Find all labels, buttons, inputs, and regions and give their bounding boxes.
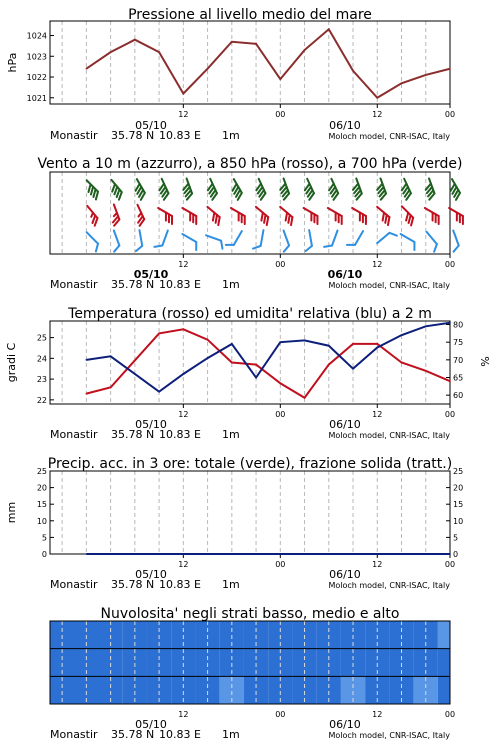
barb-flag — [219, 241, 225, 249]
date-label: 06/10 — [329, 568, 361, 581]
precipitation-line-point — [134, 553, 136, 555]
y-tick-label-right: 5 — [453, 533, 459, 543]
temperature-line — [86, 329, 450, 397]
barb-flag — [193, 242, 200, 250]
precipitation-line-point — [86, 553, 88, 555]
humidity-line-point — [110, 356, 112, 358]
precipitation-line-point — [425, 553, 427, 555]
x-tick-label: 00 — [444, 560, 456, 569]
barb-shaft — [261, 230, 264, 246]
temperature-line-point — [280, 382, 282, 384]
precipitation-line-point — [401, 553, 403, 555]
wind-barb — [398, 179, 413, 200]
precipitation-line-point — [352, 553, 354, 555]
barb-shaft — [182, 234, 196, 242]
panel-title: Pressione al livello medio del mare — [128, 7, 372, 23]
wind-barb — [82, 232, 101, 251]
model-credit: Moloch model, CNR-ISAC, Italy — [328, 731, 450, 740]
y-tick-label-right: 80 — [453, 320, 464, 330]
y-tick-label-right: 0 — [453, 550, 459, 559]
wind-barb — [226, 228, 242, 249]
barb-shaft — [332, 230, 337, 245]
precipitation-line-point — [304, 553, 306, 555]
x-tick-label: 12 — [178, 710, 189, 719]
pressure-line-point — [110, 51, 112, 53]
station-lon: 10.83 E — [159, 728, 201, 741]
barb-shaft — [309, 230, 312, 246]
y-tick-label: 1021 — [26, 93, 47, 103]
date-label: 05/10 — [133, 268, 169, 281]
wind-barb — [107, 204, 120, 225]
pressure-line-point — [134, 39, 136, 41]
barb-flag — [347, 241, 355, 248]
humidity-line-point — [352, 368, 354, 370]
temperature-line-point — [352, 343, 354, 345]
station-name: Monastir — [50, 278, 98, 291]
wind-barb — [106, 180, 124, 200]
pressure-line-point — [376, 97, 378, 99]
barb-shaft — [284, 230, 289, 245]
station-lat: 35.78 N — [111, 728, 155, 741]
station-lon: 10.83 E — [159, 129, 201, 142]
pressure-line-point — [207, 68, 209, 70]
barb-flag — [411, 242, 418, 250]
temperature-line-point — [255, 364, 257, 366]
wind-barb — [421, 232, 439, 252]
wind-barb — [227, 208, 248, 224]
y-tick-label: 1022 — [26, 73, 47, 83]
y-tick-label: 23 — [36, 375, 47, 385]
wind-barb — [180, 178, 193, 199]
y-axis-label-right: % — [479, 356, 492, 367]
station-name: Monastir — [50, 728, 98, 741]
x-tick-label: 12 — [372, 560, 383, 569]
station-elev: 1m — [222, 278, 240, 291]
cloud-cell — [438, 676, 450, 704]
wind-barb — [301, 179, 316, 200]
barb-shaft — [355, 231, 363, 245]
humidity-line-point — [376, 347, 378, 349]
barb-shaft — [162, 230, 167, 245]
barb-flag — [154, 243, 162, 249]
temperature-line-point — [158, 333, 160, 335]
wind-barb — [276, 207, 296, 225]
barb-flag — [324, 243, 332, 249]
wind-barb — [324, 208, 345, 224]
pressure-line-point — [304, 49, 306, 51]
temperature-line-point — [328, 364, 330, 366]
humidity-line-point — [328, 345, 330, 347]
cloud-cell — [438, 621, 450, 649]
barb-shaft — [377, 233, 389, 243]
wind-barb — [155, 208, 176, 224]
pressure-line-point — [328, 29, 330, 31]
pressure-line-point — [280, 78, 282, 80]
date-label: 05/10 — [135, 119, 167, 132]
y-tick-label: 10 — [36, 516, 47, 526]
precipitation-line-point — [449, 553, 451, 555]
station-lat: 35.78 N — [111, 428, 155, 441]
cloud-cell — [50, 649, 98, 677]
precipitation-line-point — [328, 553, 330, 555]
model-credit: Moloch model, CNR-ISAC, Italy — [328, 581, 450, 590]
temperature-line-point — [425, 370, 427, 372]
date-label: 06/10 — [329, 718, 361, 731]
barb-flag — [305, 246, 313, 251]
model-credit: Moloch model, CNR-ISAC, Italy — [328, 431, 450, 440]
humidity-line-point — [207, 357, 209, 359]
humidity-line-point — [425, 325, 427, 327]
precipitation-line-point — [158, 553, 160, 555]
x-tick-label: 12 — [178, 410, 189, 419]
barb-flag — [135, 246, 143, 251]
wind-barb — [204, 179, 219, 200]
barb-shaft — [87, 232, 98, 243]
y-tick-label: 25 — [36, 333, 47, 343]
station-elev: 1m — [222, 728, 240, 741]
wind-barb — [277, 178, 290, 199]
wind-barb — [374, 178, 387, 199]
wind-barb — [131, 179, 147, 200]
temperature-line-point — [449, 380, 451, 382]
barb-flag — [253, 245, 261, 250]
temperature-line-point — [207, 339, 209, 341]
temperature-line-point — [231, 362, 233, 364]
wind-barb — [377, 230, 397, 248]
wind-barb — [446, 208, 467, 224]
panel-title: Precip. acc. in 3 ore: totale (verde), frazione solida (tratt.) — [47, 456, 453, 472]
wind-barb — [349, 208, 370, 224]
y-tick-label-right: 10 — [453, 516, 464, 526]
pressure-line-point — [401, 82, 403, 84]
y-tick-label: 1023 — [26, 52, 47, 62]
barb-flag — [389, 230, 397, 238]
wind-barb — [277, 230, 290, 251]
plot-frame — [50, 321, 450, 404]
pressure-line-point — [449, 68, 451, 70]
cloud-cell — [50, 621, 98, 649]
barb-flag — [452, 246, 460, 252]
x-tick-label: 12 — [178, 560, 189, 569]
humidity-line-point — [255, 377, 257, 379]
humidity-line-point — [280, 341, 282, 343]
station-lon: 10.83 E — [159, 428, 201, 441]
barb-shaft — [114, 230, 119, 245]
precipitation-line-point — [110, 553, 112, 555]
panel-title: Temperatura (rosso) ed umidita' relativa (blu) a 2 m — [68, 306, 432, 322]
barb-flag — [113, 246, 121, 252]
x-tick-label: 12 — [178, 260, 189, 269]
humidity-line-point — [86, 359, 88, 361]
x-tick-label: 12 — [372, 710, 383, 719]
y-tick-label: 1024 — [26, 31, 47, 41]
panel-title: Vento a 10 m (azzurro), a 850 hPa (rosso), a 700 hPa (verde) — [37, 156, 463, 172]
plot-frame — [50, 21, 450, 104]
wind-barb — [131, 205, 146, 226]
station-lat: 35.78 N — [111, 578, 155, 591]
x-tick-label: 12 — [372, 260, 383, 269]
wind-barb — [397, 206, 416, 225]
temperature-line-point — [134, 360, 136, 362]
pressure-line — [86, 29, 450, 97]
y-tick-label-right: 60 — [453, 391, 464, 401]
y-tick-label-right: 25 — [453, 467, 464, 476]
temperature-line-point — [183, 329, 185, 331]
humidity-line-point — [231, 343, 233, 345]
cloud-cell — [50, 676, 98, 704]
x-tick-label: 12 — [372, 110, 383, 119]
x-tick-label: 00 — [444, 260, 456, 269]
y-tick-label: 5 — [41, 533, 47, 543]
cloud-cell — [438, 649, 450, 677]
x-tick-label: 00 — [444, 710, 456, 719]
x-tick-label: 00 — [444, 110, 456, 119]
y-tick-label: 20 — [36, 483, 47, 493]
barb-flag — [432, 244, 440, 252]
barb-shaft — [427, 232, 437, 244]
date-label: 05/10 — [135, 718, 167, 731]
y-tick-label-right: 20 — [453, 483, 464, 493]
precipitation-panel — [5, 456, 463, 591]
pressure-line-point — [158, 51, 160, 53]
y-tick-label-right: 65 — [453, 373, 464, 383]
y-tick-label-right: 75 — [453, 338, 464, 348]
y-tick-label-right: 70 — [453, 355, 464, 365]
wind-barb — [82, 206, 100, 226]
date-label: 06/10 — [329, 418, 361, 431]
wind-barb — [350, 178, 363, 199]
wind-barb — [203, 207, 223, 225]
y-tick-label-right: 15 — [453, 500, 464, 510]
wind-barb — [253, 229, 263, 250]
humidity-line-point — [449, 322, 451, 324]
x-tick-label: 12 — [178, 110, 189, 119]
x-tick-label: 00 — [444, 410, 456, 419]
barb-shaft — [453, 230, 458, 245]
temperature-line-point — [376, 343, 378, 345]
precipitation-line-point — [376, 553, 378, 555]
model-credit: Moloch model, CNR-ISAC, Italy — [328, 281, 450, 290]
wind-barb — [325, 179, 340, 200]
temperature-line-point — [110, 387, 112, 389]
temperature-line-point — [86, 393, 88, 395]
y-tick-label: 0 — [41, 550, 47, 559]
x-tick-label: 00 — [275, 110, 286, 119]
station-name: Monastir — [50, 428, 98, 441]
humidity-line-point — [304, 340, 306, 342]
y-tick-label: 15 — [36, 500, 47, 510]
wind-barb — [251, 207, 271, 225]
wind-barb — [107, 230, 120, 251]
temperature-line-point — [304, 397, 306, 399]
cloud-panel — [50, 606, 455, 741]
station-lon: 10.83 E — [159, 278, 201, 291]
station-lat: 35.78 N — [111, 278, 155, 291]
pressure-line-point — [86, 68, 88, 70]
pressure-line-point — [183, 93, 185, 95]
x-tick-label: 12 — [372, 410, 383, 419]
barb-shaft — [139, 230, 142, 246]
station-lat: 35.78 N — [111, 129, 155, 142]
wind-barb — [300, 208, 321, 224]
x-tick-label: 00 — [275, 710, 286, 719]
barb-shaft — [401, 234, 415, 242]
date-label: 06/10 — [327, 268, 363, 281]
wind-barb — [421, 208, 442, 224]
wind-barb — [252, 179, 267, 200]
temperature-line-point — [401, 362, 403, 364]
pressure-line-point — [231, 41, 233, 43]
precipitation-line-point — [231, 553, 233, 555]
humidity-line-point — [183, 373, 185, 375]
station-name: Monastir — [50, 129, 98, 142]
y-axis-label: gradi C — [5, 342, 18, 383]
x-tick-label: 00 — [275, 560, 286, 569]
wind-barb — [204, 235, 225, 248]
wind-barb — [154, 228, 167, 249]
wind-barb — [373, 207, 393, 225]
wind-barb — [347, 228, 363, 249]
pressure-line-point — [425, 74, 427, 76]
precipitation-line-point — [183, 553, 185, 555]
wind-barb — [179, 234, 200, 250]
pressure-line-point — [255, 43, 257, 45]
humidity-line-point — [134, 373, 136, 375]
barb-flag — [93, 244, 101, 252]
wind-barb — [228, 179, 244, 200]
wind-barb — [302, 230, 312, 251]
wind-barb — [82, 180, 101, 199]
wind-barb — [324, 228, 337, 249]
date-label: 06/10 — [329, 119, 361, 132]
date-label: 05/10 — [135, 418, 167, 431]
wind-barb — [155, 179, 170, 200]
station-elev: 1m — [222, 578, 240, 591]
temperature-panel — [5, 306, 492, 441]
x-tick-label: 00 — [275, 260, 286, 269]
precipitation-line-point — [280, 553, 282, 555]
plot-frame — [50, 471, 450, 554]
station-lon: 10.83 E — [159, 578, 201, 591]
y-tick-label: 25 — [36, 467, 47, 476]
wind-barb — [447, 230, 460, 251]
y-axis-label: hPa — [6, 52, 19, 73]
wind-barb — [179, 208, 200, 224]
pressure-panel — [6, 7, 455, 142]
wind-barb — [446, 179, 462, 200]
y-tick-label: 22 — [36, 395, 47, 405]
station-elev: 1m — [222, 428, 240, 441]
y-axis-label: mm — [5, 501, 18, 524]
barb-shaft — [206, 235, 221, 240]
y-tick-label: 24 — [36, 354, 47, 364]
wind-panel — [37, 156, 466, 291]
precipitation-line-point — [255, 553, 257, 555]
wind-barb — [422, 178, 435, 199]
wind-barb — [397, 234, 418, 250]
wind-barb — [133, 230, 143, 251]
x-tick-label: 00 — [275, 410, 286, 419]
pressure-line-point — [352, 70, 354, 72]
panel-title: Nuvolosita' negli strati basso, medio e alto — [100, 606, 400, 622]
station-elev: 1m — [222, 129, 240, 142]
model-credit: Moloch model, CNR-ISAC, Italy — [328, 132, 450, 141]
plot-frame — [50, 172, 450, 254]
humidity-line-point — [401, 334, 403, 336]
date-label: 05/10 — [135, 568, 167, 581]
station-name: Monastir — [50, 578, 98, 591]
barb-flag — [226, 241, 234, 248]
humidity-line-point — [158, 391, 160, 393]
precipitation-line-point — [207, 553, 209, 555]
barb-shaft — [234, 231, 242, 245]
barb-flag — [282, 246, 290, 252]
